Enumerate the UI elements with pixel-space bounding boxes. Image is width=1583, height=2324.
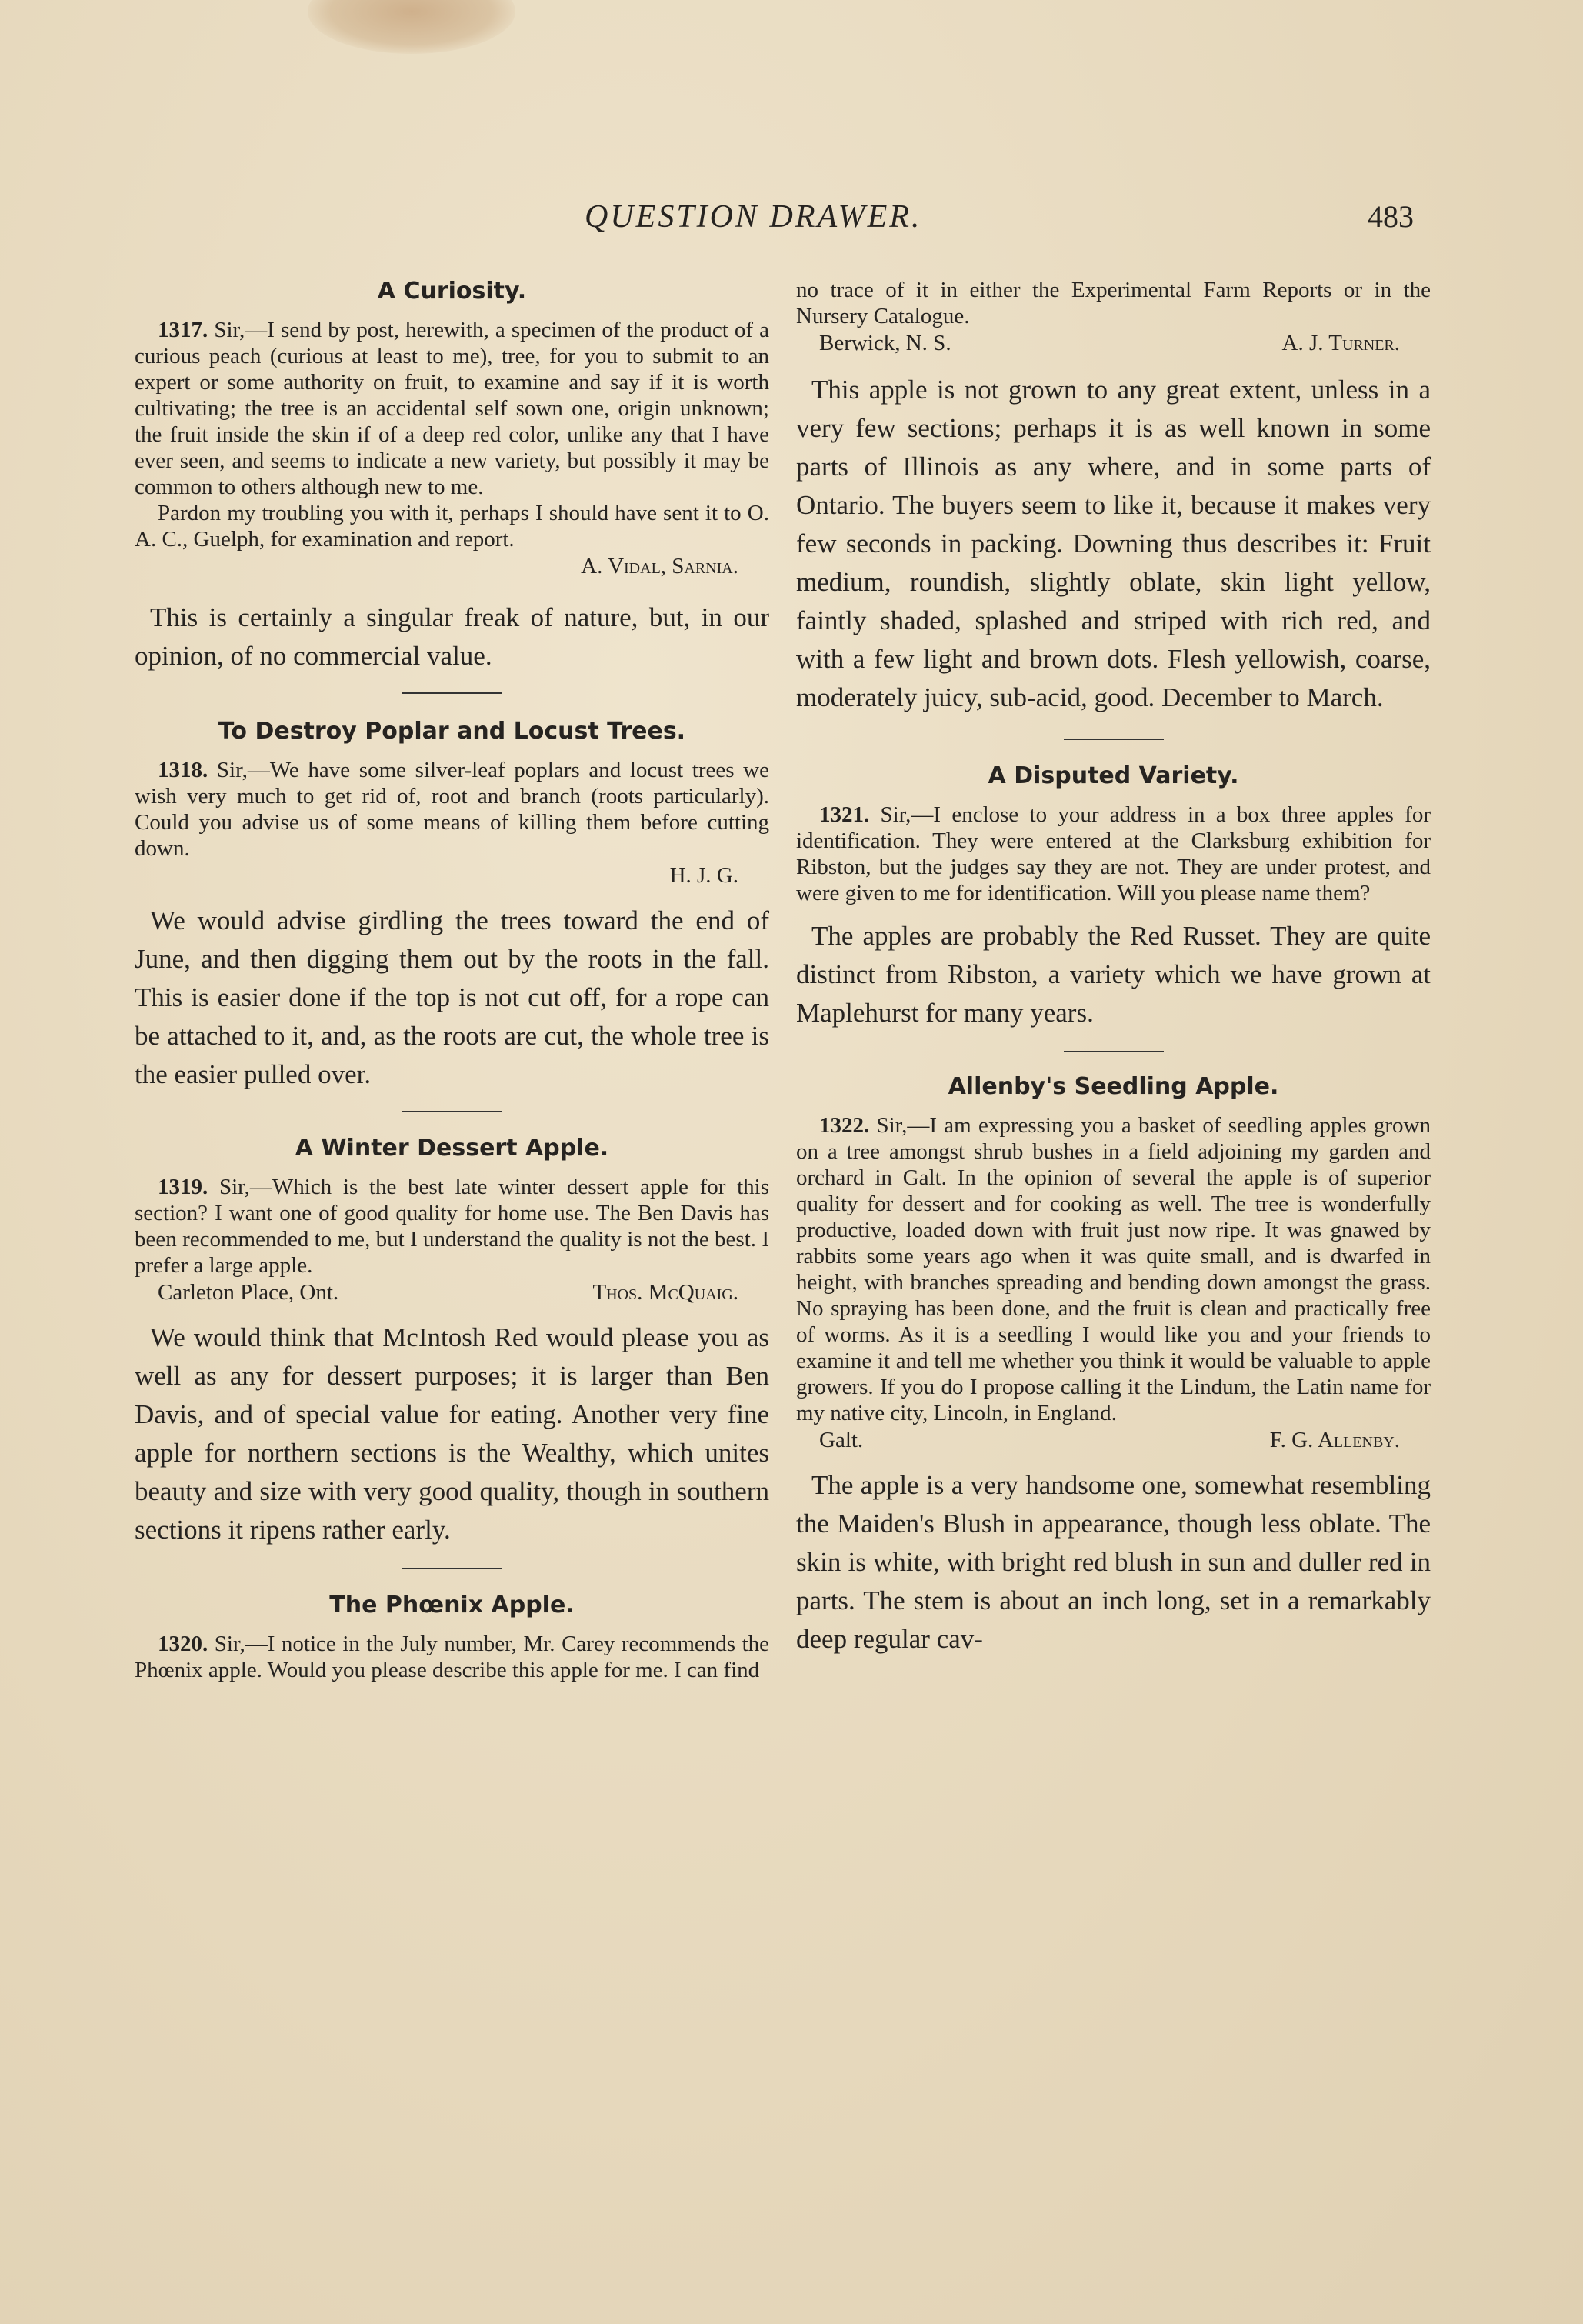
article-title: Allenby's Seedling Apple. <box>948 1073 1279 1100</box>
question-number: 1318. <box>158 758 208 782</box>
article-title: A Disputed Variety. <box>988 762 1239 789</box>
article-title: To Destroy Poplar and Locust Trees. <box>218 718 686 745</box>
letter-text: 1322. Sir,—I am expressing you a basket of seedling apples grown on a tree amongst shrub bushes in a field adjoining my garden and orchard in Galt. In the opinion of several the apple is of superior quality for dessert and for cooking as well. The tree is wonderfully productive, loaded down with fruit just now ripe. It was gnawed by rabbits some years ago when it was quite small, and is dwarfed in height, with branches spreading and bending down amongst the grass. No spraying has been done, and the fruit is clean and practically free of worms. As it is a seedling I would like you and your friends to examine it and tell me whether you think it would be valuable to apple growers. If you do I propose calling it the Lindum, the Latin name for my native city, Lincoln, in England. <box>796 1113 1431 1425</box>
editor-reply: The apple is a very handsome one, somewhat resembling the Maiden's Blush in appearance, though less oblate. The skin is white, with bright red blush in sun and duller red in parts. The stem is about an inch long, set in a remarkably deep regular cav- <box>796 1470 1431 1654</box>
letter-text-continued: Pardon my troubling you with it, perhaps I should have sent it to O. A. C., Guelph, for examination and report. <box>135 501 769 552</box>
question-number: 1317. <box>158 318 208 342</box>
question-number: 1322. <box>819 1113 870 1138</box>
question-number: 1320. <box>158 1632 208 1656</box>
signature-line <box>796 1426 1431 1454</box>
place: Carleton Place, Ont. <box>158 1280 339 1305</box>
place: Galt. <box>819 1428 864 1452</box>
article-1317 <box>135 277 769 675</box>
article-title: A Curiosity. <box>377 278 527 305</box>
article-1319 <box>135 1134 769 1549</box>
page-header <box>0 198 1583 245</box>
left-column <box>135 277 769 1683</box>
editor-reply: The apples are probably the Red Russet. They are quite distinct from Ribston, a variety which we have grown at Maplehurst for many years. <box>796 921 1431 1028</box>
letter-text: 1321. Sir,—I enclose to your address in a box three apples for identification. They were entered at the Clarksburg exhibition for Ribston, but the judges say they are not. They are under protest, and were given to me for identification. Will you please name them? <box>796 802 1431 905</box>
editor-reply: This apple is not grown to any great extent, unless in a very few sections; perhaps it is as well known in some parts of Illinois as any where, and in some parts of Ontario. The buyers seem to like it, because it makes very few seconds in packing. Downing thus describes it: Fruit medium, roundish, slightly oblate, skin light yellow, faintly shaded, splashed and striped with rich red, and with a few light and brown dots. Flesh yellowish, coarse, moderately juicy, sub-acid, good. December to March. <box>796 375 1431 712</box>
editor-reply: This is certainly a singular freak of nature, but, in our opinion, of no commercial value. <box>135 602 769 671</box>
article-1320 <box>135 1591 769 1683</box>
signature: H. J. G. <box>669 863 738 888</box>
signature: A. J. Turner. <box>1281 331 1400 355</box>
article-1318 <box>135 717 769 1094</box>
signature-line <box>135 1279 769 1306</box>
editor-reply: We would advise girdling the trees toward the end of June, and then digging them out by the roots in the fall. This is easier done if the top is not cut off, for a rope can be attached to it, and, as the roots are cut, the whole tree is the easier pulled over. <box>135 905 769 1089</box>
signature: F. G. Allenby. <box>1269 1428 1400 1452</box>
article-title: A Winter Dessert Apple. <box>295 1135 609 1162</box>
page-number: 483 <box>1368 199 1414 234</box>
article-1322 <box>796 1072 1431 1659</box>
article-1321 <box>796 762 1431 1032</box>
letter-text-continued: no trace of it in either the Experimental Farm Reports or in the Nursery Catalogue. <box>796 278 1431 328</box>
place: Berwick, N. S. <box>819 331 951 355</box>
question-number: 1321. <box>819 802 870 827</box>
signature: A. Vidal, Sarnia. <box>581 554 738 578</box>
letter-text: 1320. Sir,—I notice in the July number, Mr. Carey recommends the Phœnix apple. Would you please describe this apple for me. I can find <box>135 1632 770 1682</box>
letter-text: 1319. Sir,—Which is the best late winter dessert apple for this section? I want one of good quality for home use. The Ben Davis has been recommended to me, but I understand the quality is not the best. I prefer a large apple. <box>135 1175 769 1278</box>
article-1320-continued <box>796 277 1431 717</box>
signature-line <box>796 329 1431 357</box>
article-title: The Phœnix Apple. <box>329 1592 575 1619</box>
paper-stain <box>308 0 515 54</box>
editor-reply: We would think that McIntosh Red would please you as well as any for dessert purposes; it is larger than Ben Davis, and of special value for eating. Another very fine apple for northern sections is the Wealthy, which unites beauty and size with very good quality, though in southern sections it ripens rather early. <box>135 1322 769 1545</box>
running-title: QUESTION DRAWER. <box>585 199 922 235</box>
right-column <box>796 277 1431 1659</box>
question-number: 1319. <box>158 1175 208 1199</box>
letter-text: 1318. Sir,—We have some silver-leaf poplars and locust trees we wish very much to get rid of, root and branch (roots particularly). Could you advise us of some means of killing them before cutting down. <box>135 758 769 861</box>
signature: Thos. McQuaig. <box>592 1280 738 1305</box>
letter-text: 1317. Sir,—I send by post, herewith, a specimen of the product of a curious peach (curious at least to me), tree, for you to submit to an expert or some authority on fruit, to examine and say if it is worth cultivating; the tree is an accidental self sown one, origin unknown; the fruit inside the skin if of a deep red color, unlike any that I have ever seen, and seems to indicate a new variety, but possibly it may be common to others although new to me. <box>135 318 769 499</box>
